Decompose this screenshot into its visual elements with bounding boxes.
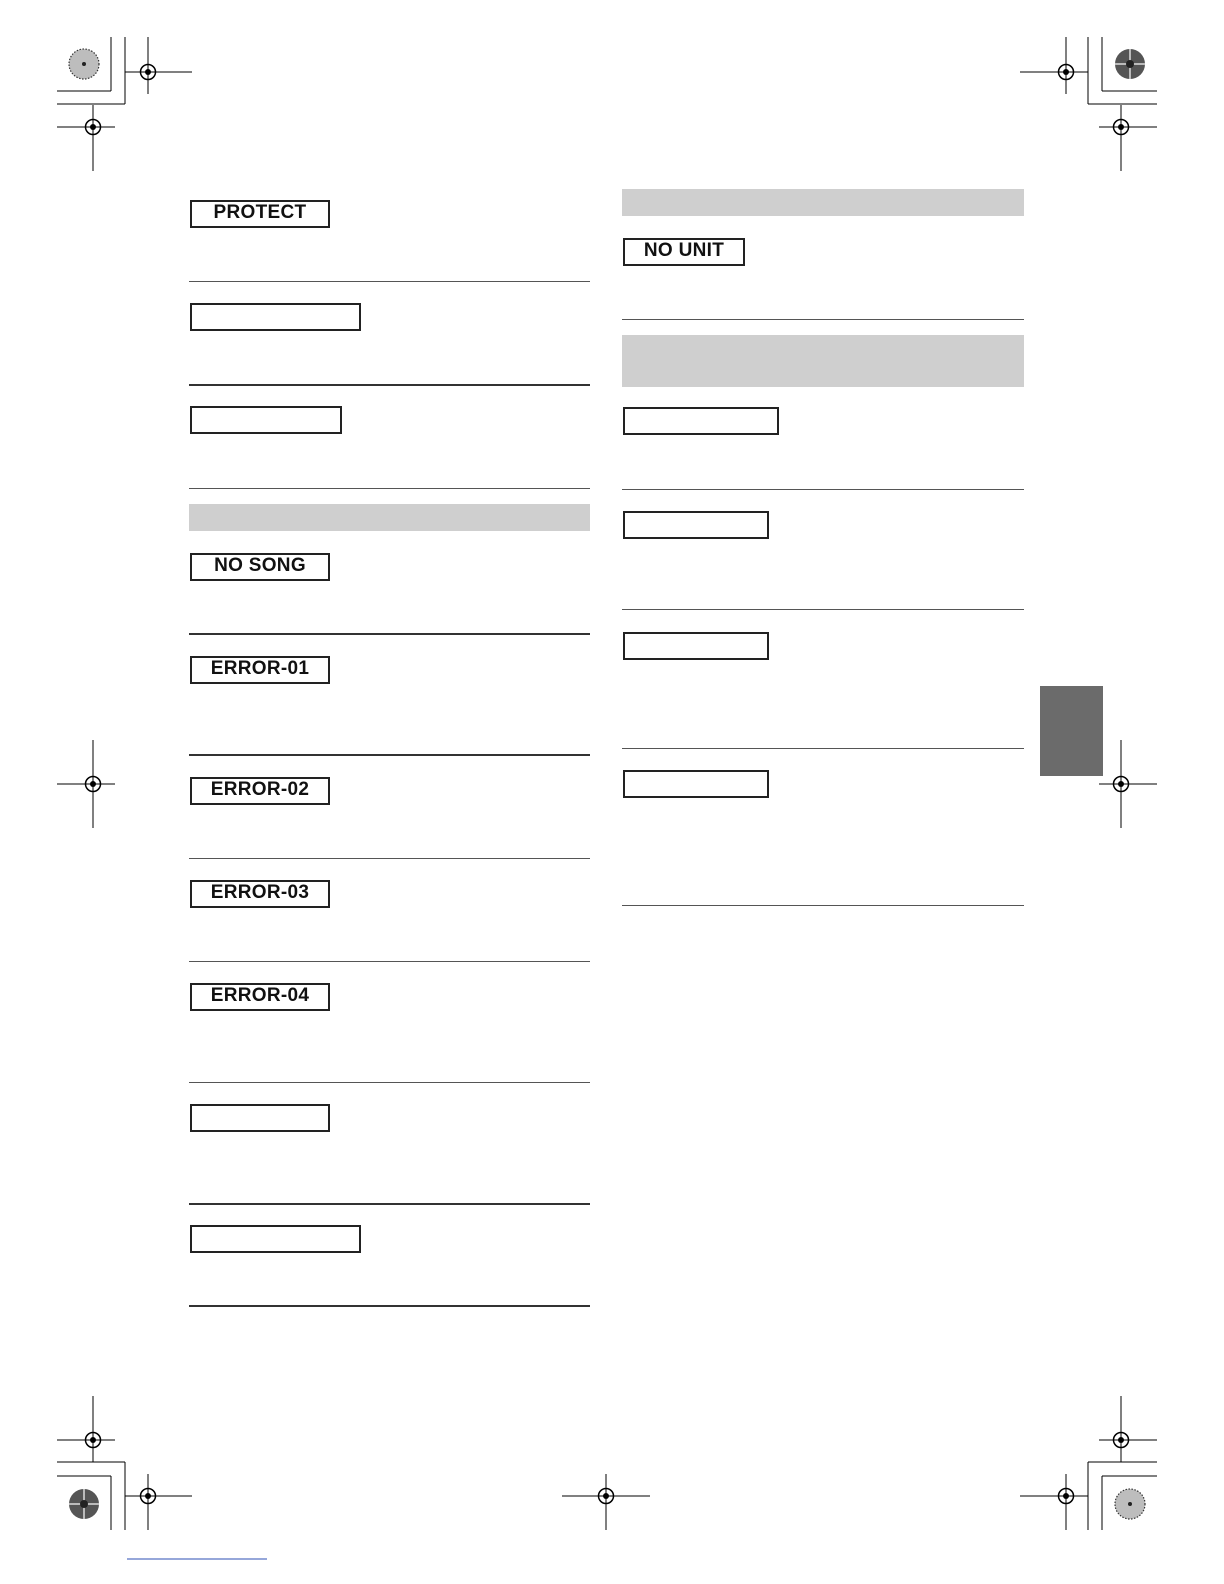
divider xyxy=(189,384,590,386)
blank-label-3 xyxy=(190,1104,330,1132)
protect-label: PROTECT xyxy=(190,200,330,228)
divider xyxy=(189,488,590,489)
divider xyxy=(189,961,590,962)
crop-mark-top-right xyxy=(1020,37,1157,171)
error-01-label: ERROR-01 xyxy=(190,656,330,684)
divider xyxy=(189,281,590,282)
crop-mark-mid-right xyxy=(1099,740,1157,828)
chapter-thumb-tab xyxy=(1040,686,1103,776)
blank-label-8 xyxy=(623,770,769,798)
divider xyxy=(189,858,590,859)
divider xyxy=(189,1203,590,1205)
section-band-right-1 xyxy=(622,189,1024,216)
divider xyxy=(622,905,1024,906)
error-03-label: ERROR-03 xyxy=(190,880,330,908)
crop-mark-bottom-center xyxy=(562,1474,650,1530)
no-song-label: NO SONG xyxy=(190,553,330,581)
divider xyxy=(189,1082,590,1083)
blank-label-7 xyxy=(623,632,769,660)
no-unit-label: NO UNIT xyxy=(623,238,745,266)
blank-label-5 xyxy=(623,407,779,435)
divider xyxy=(189,633,590,635)
blank-label-6 xyxy=(623,511,769,539)
error-04-label: ERROR-04 xyxy=(190,983,330,1011)
crop-mark-bottom-right xyxy=(1020,1396,1157,1530)
divider xyxy=(622,489,1024,490)
divider xyxy=(189,1305,590,1307)
section-band-right-2 xyxy=(622,335,1024,387)
crop-mark-bottom-left xyxy=(57,1396,192,1530)
divider xyxy=(622,748,1024,749)
divider xyxy=(189,754,590,756)
error-02-label: ERROR-02 xyxy=(190,777,330,805)
blank-label-2 xyxy=(190,406,342,434)
blank-label-4 xyxy=(190,1225,361,1253)
crop-mark-top-left xyxy=(57,37,192,171)
divider xyxy=(622,319,1024,320)
divider xyxy=(622,609,1024,610)
crop-mark-mid-left xyxy=(57,740,115,828)
section-band-left xyxy=(189,504,590,531)
blank-label-1 xyxy=(190,303,361,331)
